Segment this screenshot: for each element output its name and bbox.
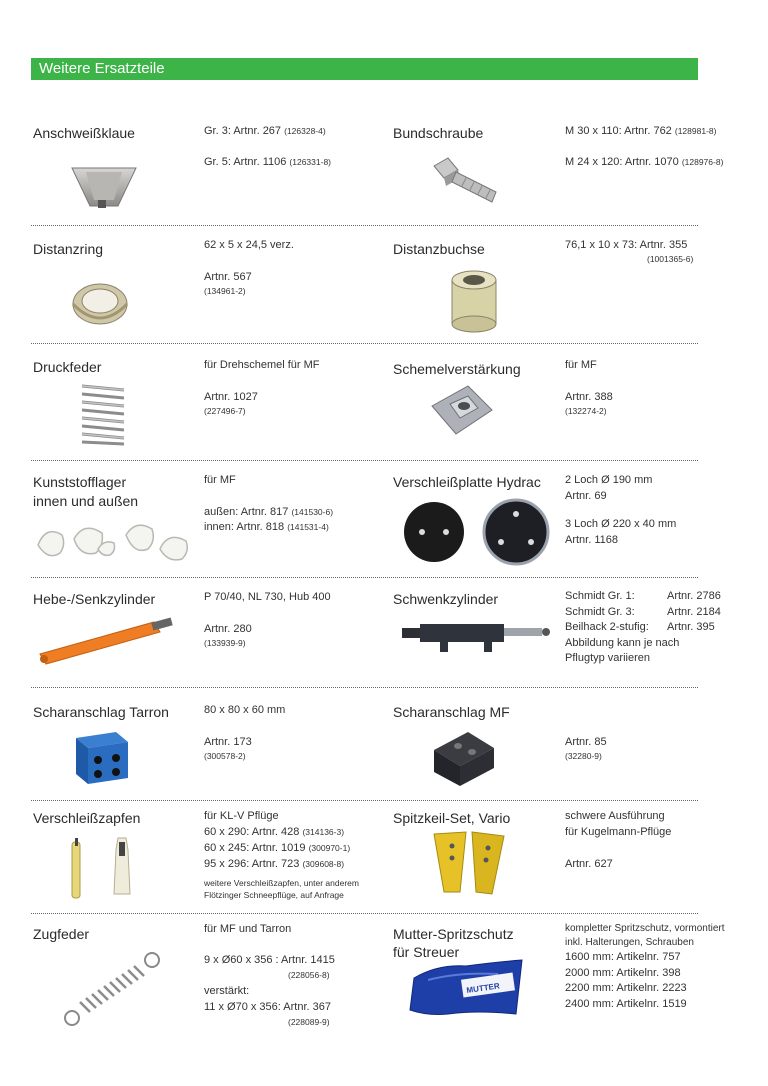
item-detail: Artnr. 1027 [204, 391, 258, 403]
item-detail: 95 x 296: Artnr. 723 (309608-8) [204, 858, 345, 870]
item-detail: für KL-V Pflüge [204, 810, 279, 822]
item-detail: 2 Loch Ø 190 mm [565, 474, 653, 486]
item-note: Flötzinger Schneepflüge, auf Anfrage [204, 890, 344, 900]
item-detail: Artnr. 388 [565, 391, 613, 403]
item-detail: Artnr. 1168 [565, 534, 618, 546]
item-name-hebezylinder: Hebe-/Senkzylinder [33, 591, 156, 607]
item-name-bundschraube: Bundschraube [393, 125, 484, 141]
item-detail: Artnr. 173 [204, 736, 252, 748]
item-name-schemelverstaerkung: Schemelverstärkung [393, 361, 521, 377]
item-detail: Artnr. 627 [565, 858, 613, 870]
item-name-verschleissplatte: Verschleißplatte Hydrac [393, 474, 541, 490]
schwenkzylinder-table: Schmidt Gr. 1: Artnr. 2786 Schmidt Gr. 3: Artnr. 2184 Beilhack 2-stufig: Artnr. 395 Abbildung kann je nach Pflugtyp variieren [565, 590, 721, 664]
plastic-bearing-image [34, 515, 200, 563]
swivel-cylinder-image [400, 614, 550, 656]
item-detail: für MF [565, 359, 597, 371]
share-stop-mf-image [428, 724, 498, 788]
item-detail: schwere Ausführung [565, 810, 665, 822]
hydraulic-cylinder-image [36, 616, 176, 666]
item-detail: Artnr. 280 [204, 623, 252, 635]
item-detail: außen: Artnr. 817 (141530-6) [204, 506, 334, 518]
tension-spring-image [62, 950, 162, 1028]
item-detail-code: (133939-9) [204, 638, 246, 648]
item-name-anschweissklaue: Anschweißklaue [33, 125, 135, 141]
item-name-spritzschutz-2: für Streuer [393, 944, 460, 960]
item-detail-code: (134961-2) [204, 286, 246, 296]
item-name-kunststofflager: Kunststofflager [33, 474, 127, 490]
point-wedge-image [430, 828, 510, 898]
splash-guard-image [408, 956, 526, 1018]
item-detail: P 70/40, NL 730, Hub 400 [204, 591, 331, 603]
spacer-bushing-image [448, 268, 500, 334]
item-name-druckfeder: Druckfeder [33, 359, 102, 375]
bolt-image [430, 152, 505, 212]
item-detail-code: (228089-9) [288, 1017, 330, 1027]
item-detail: Gr. 5: Artnr. 1106 (126331-8) [204, 156, 332, 168]
item-detail: Artnr. 85 [565, 736, 607, 748]
item-name-verschleisszapfen: Verschleißzapfen [33, 810, 141, 826]
item-detail: 9 x Ø60 x 356 : Artnr. 1415 [204, 954, 335, 966]
item-detail: 76,1 x 10 x 73: Artnr. 355 [565, 239, 688, 251]
divider [31, 225, 698, 226]
item-detail: inkl. Halterungen, Schrauben [565, 937, 694, 948]
section-header: Weitere Ersatzteile [31, 58, 698, 80]
reinforcement-plate-image [428, 382, 496, 440]
item-name-spritzschutz: Mutter-Spritzschutz [393, 926, 514, 942]
item-detail: Gr. 3: Artnr. 267 (126328-4) [204, 125, 326, 137]
item-detail: 11 x Ø70 x 356: Artnr. 367 [204, 1001, 331, 1013]
item-note: weitere Verschleißzapfen, unter anderem [204, 878, 359, 888]
item-detail: Artnr. 567 [204, 271, 252, 283]
item-detail: kompletter Spritzschutz, vormontiert [565, 923, 725, 934]
item-name-distanzring: Distanzring [33, 241, 104, 257]
divider [31, 460, 698, 461]
divider [31, 687, 698, 688]
splash-guard-logo: MUTTER [465, 981, 501, 995]
item-detail: M 24 x 120: Artnr. 1070 (128976-8) [565, 156, 724, 168]
item-detail-code: (132274-2) [565, 406, 607, 416]
item-detail: 60 x 245: Artnr. 1019 (300970-1) [204, 842, 351, 854]
item-name-zugfeder: Zugfeder [33, 926, 90, 942]
item-detail: M 30 x 110: Artnr. 762 (128981-8) [565, 125, 717, 137]
wear-pin-image [64, 832, 144, 900]
compression-spring-image [78, 380, 128, 448]
divider [31, 800, 698, 801]
item-detail-code: (300578-2) [204, 751, 246, 761]
item-detail: Artnr. 69 [565, 490, 607, 502]
share-stop-tarron-image [72, 724, 132, 788]
item-name-scharanschlag-tarron: Scharanschlag Tarron [33, 704, 169, 720]
spritzschutz-table: 1600 mm: Artikelnr. 757 2000 mm: Artikelnr. 398 2200 mm: Artikelnr. 2223 2400 mm: Artikelnr. 1519 [565, 951, 687, 1010]
item-detail-code: (32280-9) [565, 751, 602, 761]
item-name-scharanschlag-mf: Scharanschlag MF [393, 704, 510, 720]
item-name-kunststofflager-2: innen und außen [33, 493, 139, 509]
item-name-schwenkzylinder: Schwenkzylinder [393, 591, 499, 607]
item-detail: verstärkt: [204, 985, 250, 997]
item-detail: für MF [204, 474, 236, 486]
item-name-spitzkeil: Spitzkeil-Set, Vario [393, 810, 511, 826]
item-detail: 60 x 290: Artnr. 428 (314136-3) [204, 826, 345, 838]
divider [31, 577, 698, 578]
item-detail: innen: Artnr. 818 (141531-4) [204, 521, 329, 533]
divider [31, 343, 698, 344]
divider [31, 913, 698, 914]
spacer-ring-image [70, 276, 130, 328]
item-name-distanzbuchse: Distanzbuchse [393, 241, 485, 257]
item-detail: für MF und Tarron [204, 923, 292, 935]
wear-plate-image [400, 496, 552, 568]
item-detail: für Drehschemel für MF [204, 359, 320, 371]
item-detail-code: (227496-7) [204, 406, 246, 416]
weld-claw-image [68, 164, 140, 214]
item-detail-code: (1001365-6) [647, 254, 694, 264]
item-detail: 3 Loch Ø 220 x 40 mm [565, 518, 677, 530]
item-detail-code: (228056-8) [288, 970, 330, 980]
item-detail: für Kugelmann-Pflüge [565, 826, 672, 838]
item-detail: 62 x 5 x 24,5 verz. [204, 239, 294, 251]
item-detail: 80 x 80 x 60 mm [204, 704, 286, 716]
